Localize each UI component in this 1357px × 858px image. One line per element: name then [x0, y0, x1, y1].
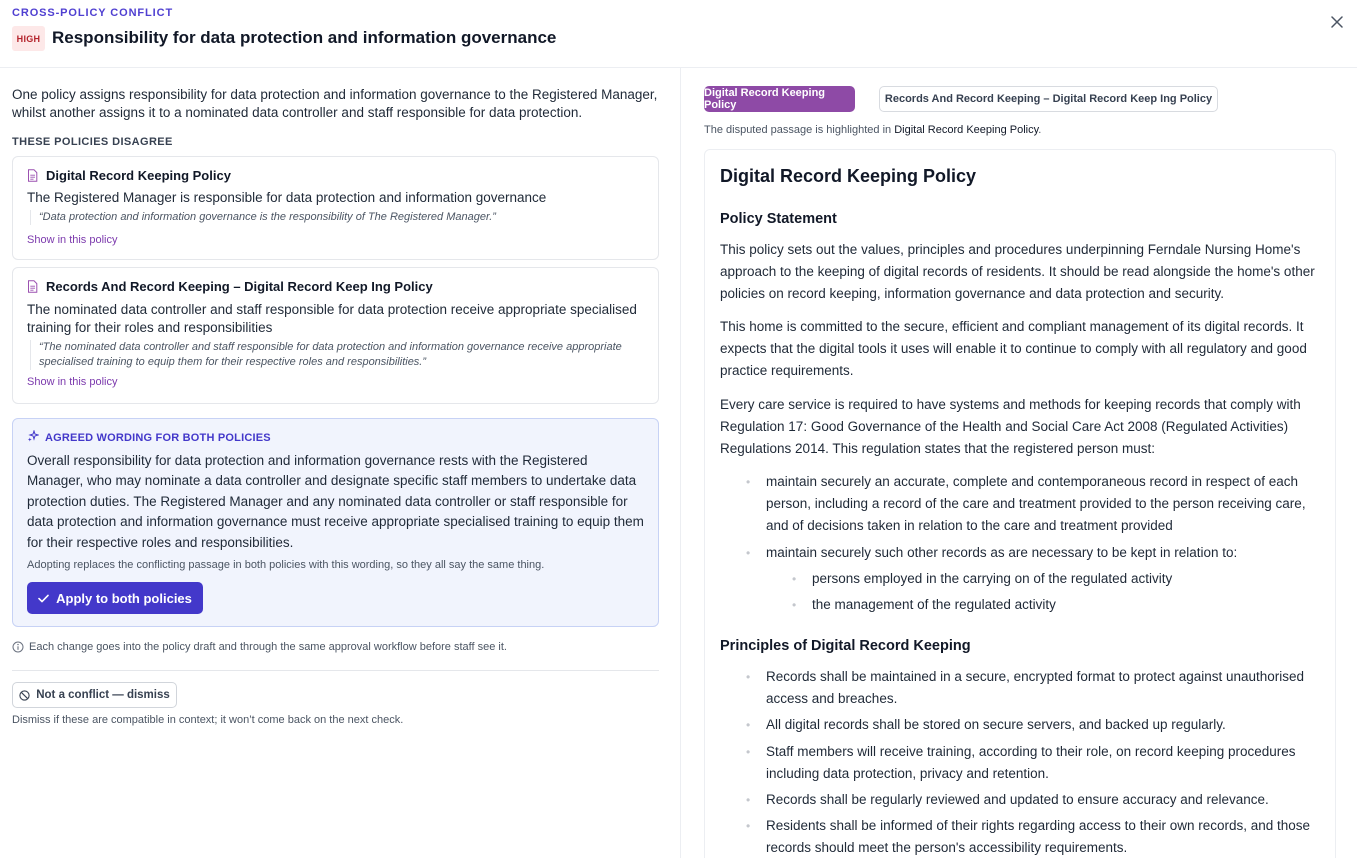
close-button[interactable]	[1326, 11, 1348, 33]
dismiss-button-label: Not a conflict — dismiss	[36, 689, 170, 701]
document-icon	[27, 280, 39, 294]
workflow-note	[12, 641, 507, 653]
paragraph: Every care service is required to have systems and methods for keeping records that comply with Regulation 17: Good Governance of the Health and Social Care Act 2008 (Regulated Activities) Regulations 2014. This regulation states that the registered person must:	[720, 397, 1301, 456]
dialog-header	[0, 0, 1357, 68]
policy-statement: The Registered Manager is responsible for data protection and information governance	[27, 190, 547, 205]
list-item: • Residents shall be informed of their rights regarding access to their own records, and those records should meet the person's accessibility requirements.	[766, 815, 1321, 858]
close-icon	[1331, 16, 1343, 28]
apply-to-both-button[interactable]	[27, 582, 203, 614]
apply-button-label: Apply to both policies	[56, 590, 192, 606]
conflict-type-label: CROSS-POLICY CONFLICT	[12, 7, 174, 19]
info-icon	[12, 641, 24, 653]
agreed-wording-text: Overall responsibility for data protection and information governance rests with the Registered Manager, who may nominate a data controller and designate specific staff members to undertake data protection duties. The Registered Manager and any nominated data controller or staff responsible for data protection and information governance must receive appropriate specialised training to equip them for their respective roles and responsibilities.	[27, 453, 644, 550]
policy-document	[704, 149, 1336, 858]
disputed-suffix: .	[1038, 124, 1042, 136]
policy-quote: “The nominated data controller and staff responsible for data protection and information governance receive appropriate specialised training to equip them for their respective roles and responsibilities.”	[30, 340, 635, 370]
agreed-wording-note: Adopting replaces the conflicting passage in both policies with this wording, so they all say the same thing.	[27, 559, 545, 571]
policy-card	[12, 267, 659, 404]
disputed-prefix: The disputed passage is highlighted in	[704, 124, 895, 136]
policy-quote: “Data protection and information governance is the responsibility of The Registered Manager.”	[30, 210, 635, 225]
check-icon	[38, 594, 49, 603]
list-item: • persons employed in the carrying on of the regulated activity	[812, 568, 1312, 590]
divider	[12, 670, 659, 671]
show-in-policy-link[interactable]: Show in this policy	[27, 234, 118, 246]
tab-records-and-record-keeping[interactable]: Records And Record Keeping – Digital Record Keep Ing Policy	[879, 86, 1218, 112]
conflict-title: Responsibility for data protection and information governance	[52, 28, 557, 47]
conflict-details-pane	[0, 68, 681, 858]
workflow-note-text: Each change goes into the policy draft and through the same approval workflow before staff see it.	[29, 641, 507, 653]
list-item: • Records shall be regularly reviewed and updated to ensure accuracy and relevance.	[766, 789, 1321, 811]
disputed-passage-note	[704, 124, 1041, 136]
policy-preview-pane	[682, 68, 1357, 858]
policy-card-title: Records And Record Keeping – Digital Record Keep Ing Policy	[46, 279, 433, 294]
section-heading: Principles of Digital Record Keeping	[720, 638, 971, 654]
list-item: • Records shall be maintained in a secure, encrypted format to protect against unauthorised access and breaches.	[766, 666, 1321, 710]
policy-card	[12, 156, 659, 260]
list-item: • maintain securely such other records as are necessary to be kept in relation to:	[766, 542, 1321, 564]
agreed-wording-label: AGREED WORDING FOR BOTH POLICIES	[45, 431, 271, 444]
list-item: • the management of the regulated activity	[812, 594, 1312, 616]
sparkle-icon	[27, 430, 39, 445]
severity-badge: HIGH	[12, 26, 45, 51]
ban-icon	[19, 690, 30, 701]
disagree-section-label: THESE POLICIES DISAGREE	[12, 136, 173, 148]
document-icon	[27, 169, 39, 183]
paragraph: This policy sets out the values, principles and procedures underpinning Ferndale Nursing Home's approach to the keeping of digital records of residents. It should be read alongside the home's other policies on record keeping, information governance and data protection and security.	[720, 242, 1315, 301]
disputed-policy-name: Digital Record Keeping Policy	[894, 124, 1039, 136]
list-item: • maintain securely an accurate, complete and contemporaneous record in respect of each person, including a record of the care and treatment provided to the person receiving care, and of decisions taken in relation to the care and treatment provided	[766, 471, 1321, 537]
section-heading: Policy Statement	[720, 211, 837, 227]
show-in-policy-link[interactable]: Show in this policy	[27, 376, 118, 388]
policy-card-title: Digital Record Keeping Policy	[46, 168, 231, 183]
agreed-wording-panel	[12, 418, 659, 627]
paragraph: This home is committed to the secure, efficient and compliant management of its digital records. It expects that the digital tools it uses will enable it to continue to comply with all regulatory and good practice requirements.	[720, 319, 1307, 378]
dismiss-note: Dismiss if these are compatible in context; it won’t come back on the next check.	[12, 714, 404, 726]
list-item: • All digital records shall be stored on secure servers, and backed up regularly.	[766, 714, 1321, 736]
list-item: • Staff members will receive training, according to their role, on record keeping procedures including data protection, privacy and retention.	[766, 741, 1321, 785]
tab-digital-record-keeping[interactable]: Digital Record Keeping Policy	[704, 86, 855, 112]
policy-statement: The nominated data controller and staff responsible for data protection receive appropriate specialised training for their roles and responsibilities	[27, 302, 637, 335]
conflict-summary: One policy assigns responsibility for data protection and information governance to the Registered Manager, whilst another assigns it to a nominated data controller and staff responsible for data protection.	[12, 87, 658, 120]
dismiss-conflict-button[interactable]	[12, 682, 177, 708]
document-title: Digital Record Keeping Policy	[720, 166, 977, 186]
